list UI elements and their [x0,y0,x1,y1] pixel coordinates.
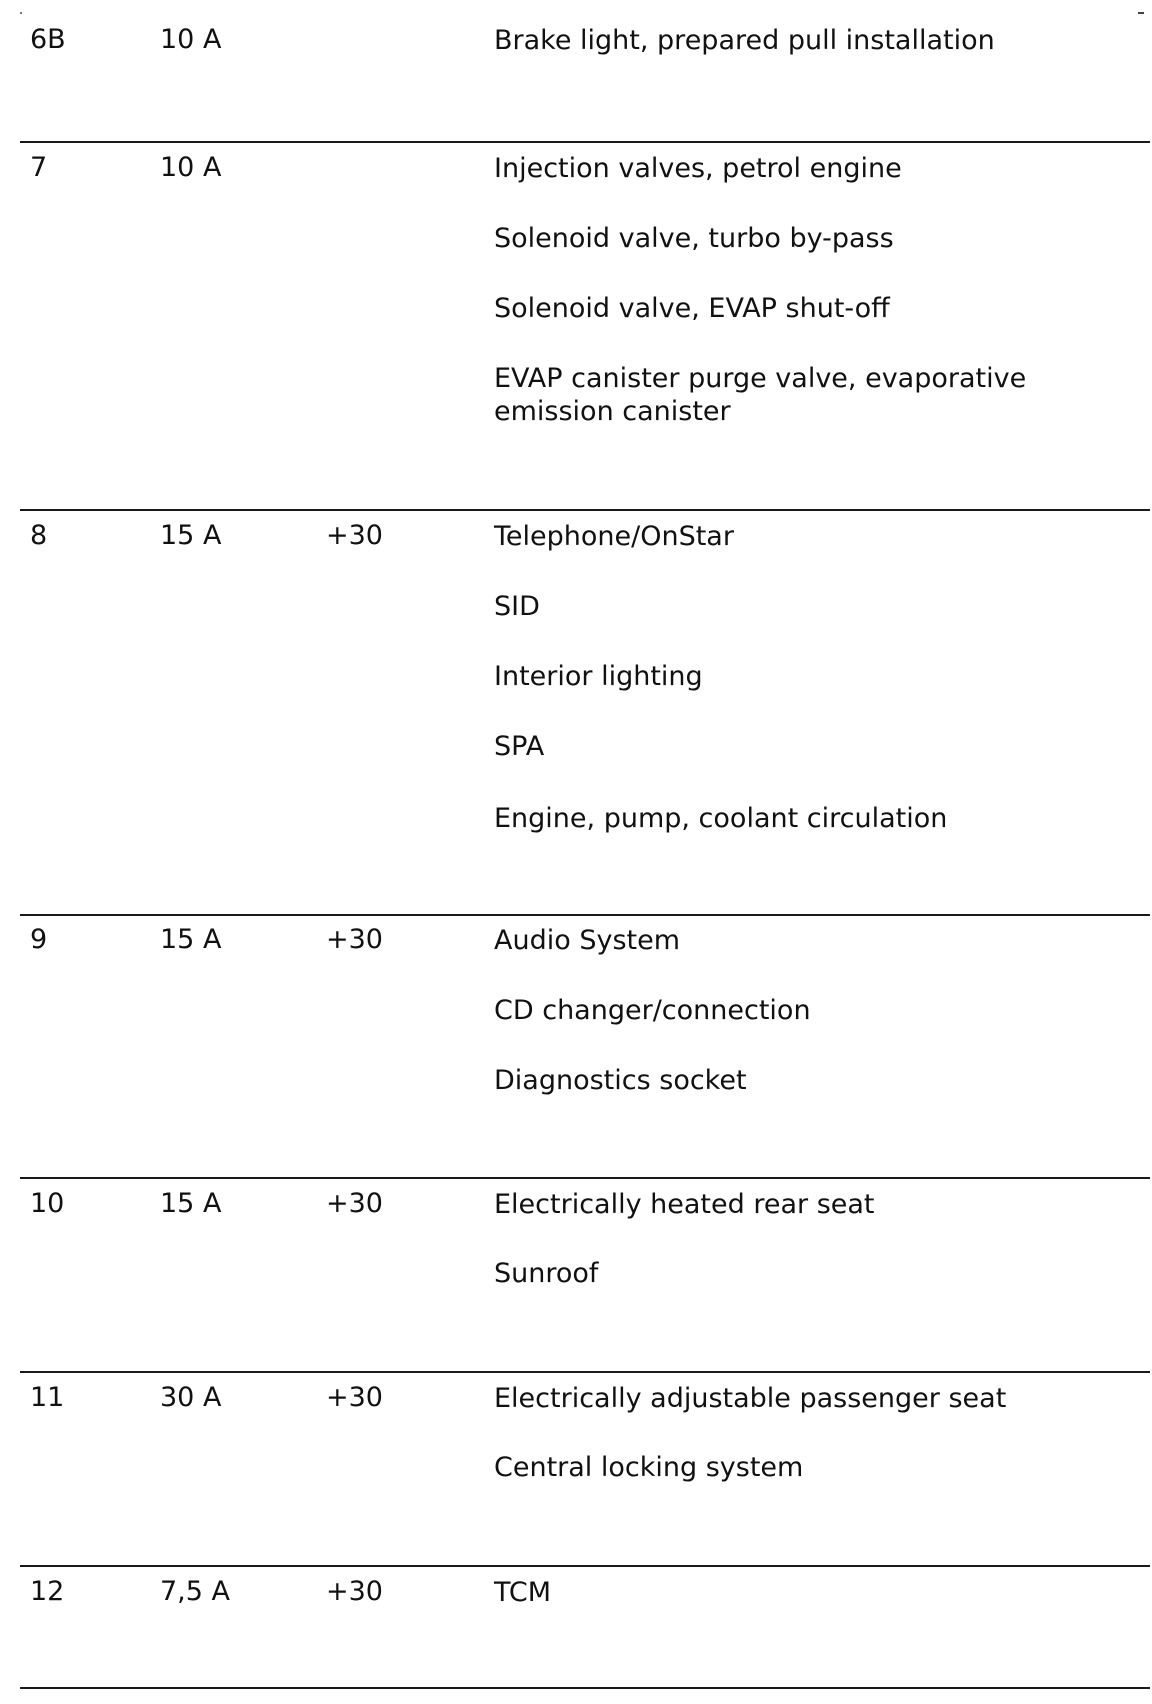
function-item: emission canister [494,396,731,427]
function-item: EVAP canister purge valve, evaporative [494,363,1027,394]
row-divider [20,914,1150,916]
function-item: Electrically adjustable passenger seat [494,1383,1007,1414]
scan-speck [20,12,22,14]
fuse-terminal: +30 [326,1576,383,1607]
row-divider [20,1371,1150,1373]
function-item: Sunroof [494,1258,599,1289]
function-item: Solenoid valve, turbo by-pass [494,223,894,254]
fuse-amperage: 30 A [160,1382,222,1413]
fuse-amperage: 15 A [160,924,222,955]
fuse-terminal: +30 [326,924,383,955]
fuse-number: 11 [30,1382,65,1413]
function-item: SID [494,591,540,622]
function-item: Engine, pump, coolant circulation [494,803,948,834]
function-item: CD changer/connection [494,995,811,1026]
fuse-amperage: 15 A [160,1188,222,1219]
fuse-number: 7 [30,152,48,183]
row-divider [20,141,1150,143]
function-item: Electrically heated rear seat [494,1189,875,1220]
fuse-number: 10 [30,1188,65,1219]
function-item: Injection valves, petrol engine [494,153,902,184]
function-item: Solenoid valve, EVAP shut-off [494,293,890,324]
function-item: Brake light, prepared pull installation [494,25,995,56]
fuse-number: 6B [30,24,66,55]
function-item: TCM [494,1577,552,1608]
row-divider [20,1565,1150,1567]
fuse-number: 12 [30,1576,65,1607]
row-divider [20,509,1150,511]
fuse-number: 9 [30,924,48,955]
row-divider [20,1177,1150,1179]
fuse-amperage: 10 A [160,152,222,183]
scan-mark [1138,12,1144,14]
function-item: Interior lighting [494,661,703,692]
fuse-amperage: 10 A [160,24,222,55]
row-divider [20,1687,1150,1689]
function-item: Telephone/OnStar [494,521,734,552]
fuse-number: 8 [30,520,48,551]
function-item: Central locking system [494,1452,804,1483]
function-item: SPA [494,731,545,762]
fuse-terminal: +30 [326,1188,383,1219]
fuse-amperage: 15 A [160,520,222,551]
function-item: Audio System [494,925,681,956]
function-item: Diagnostics socket [494,1065,747,1096]
fuse-amperage: 7,5 A [160,1576,230,1607]
fuse-terminal: +30 [326,520,383,551]
fuse-terminal: +30 [326,1382,383,1413]
